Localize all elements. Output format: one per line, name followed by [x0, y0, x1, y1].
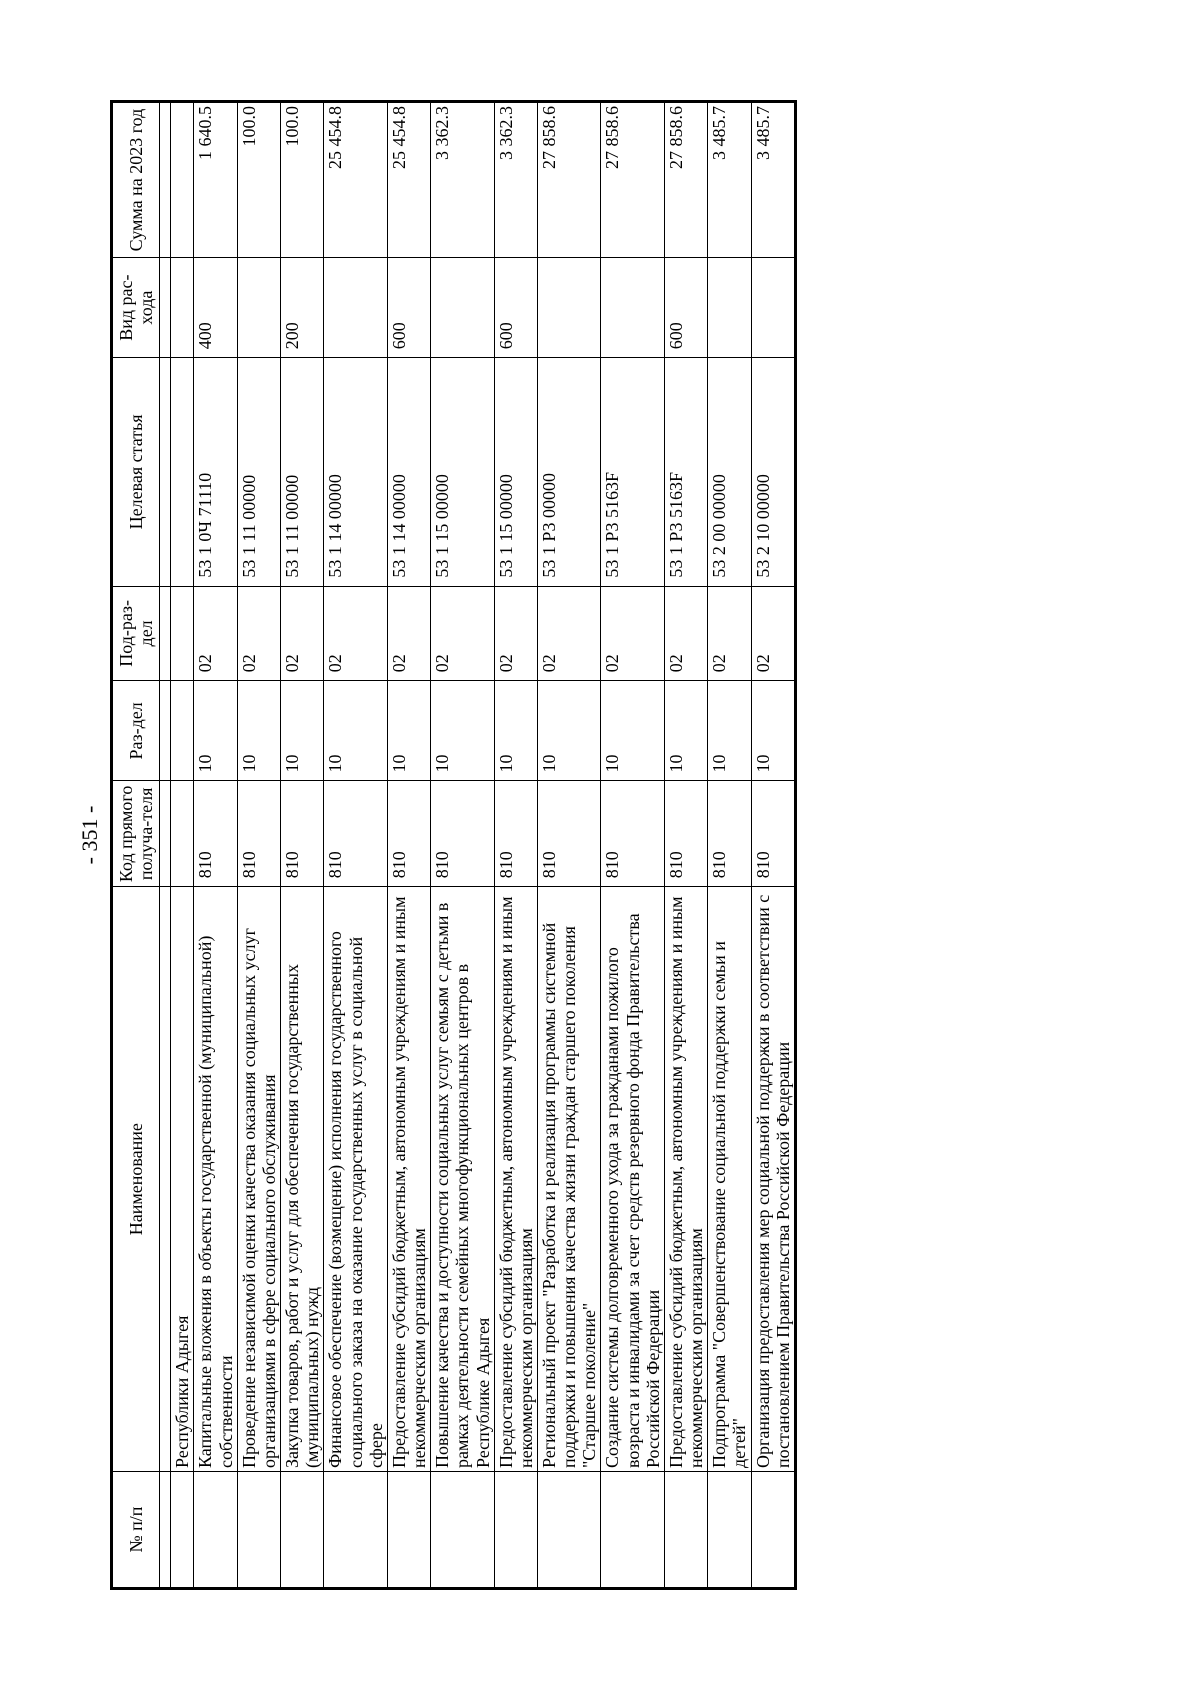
cell-num: [751, 1472, 795, 1589]
cell-num: [171, 1472, 194, 1589]
cell-num: [537, 1472, 600, 1589]
cell-num: [708, 1472, 751, 1589]
cell-sum: 3 362.3: [494, 102, 537, 258]
cell-name: Проведение независимой оценки качества оказания социальных услуг организациями в сфере социального обслуживания: [237, 887, 280, 1472]
cell-sum: 25 454.8: [324, 102, 387, 258]
cell-expense-type: [751, 258, 795, 358]
page-number: - 351 -: [77, 805, 102, 865]
cell-expense-type: [171, 258, 194, 358]
cell-num: [664, 1472, 707, 1589]
cell-sum: 3 362.3: [431, 102, 494, 258]
cell-target: 53 1 P3 5163F: [664, 358, 707, 586]
cell-code: 810: [537, 781, 600, 887]
cell-section: 10: [537, 681, 600, 781]
cell-sum: 25 454.8: [387, 102, 430, 258]
cell-sum: 3 485.7: [751, 102, 795, 258]
header-expense-type: Вид рас-хода: [112, 258, 160, 358]
table-header-row: [112, 102, 160, 1589]
cell-num: [160, 1472, 171, 1589]
cell-subsection: 02: [387, 586, 430, 681]
cell-section: 10: [387, 681, 430, 781]
cell-expense-type: 600: [387, 258, 430, 358]
header-sum: Сумма на 2023 год: [112, 102, 160, 258]
cell-section: 10: [324, 681, 387, 781]
cell-target: [171, 358, 194, 586]
table-row: [171, 102, 194, 1589]
cell-sum: 100.0: [237, 102, 280, 258]
header-code: Код прямого получа-теля: [112, 781, 160, 887]
cell-name: Республики Адыгея: [171, 887, 194, 1472]
cell-target: 53 2 00 00000: [708, 358, 751, 586]
cell-section: 10: [708, 681, 751, 781]
cell-subsection: [171, 586, 194, 681]
cell-target: 53 1 15 00000: [494, 358, 537, 586]
cell-num: [601, 1472, 664, 1589]
header-section: Раз-дел: [112, 681, 160, 781]
cell-sum: 27 858.6: [664, 102, 707, 258]
cell-code: 810: [237, 781, 280, 887]
table-row: [751, 102, 795, 1589]
cell-section: 10: [601, 681, 664, 781]
cell-subsection: 02: [601, 586, 664, 681]
cell-expense-type: 600: [664, 258, 707, 358]
cell-subsection: 02: [494, 586, 537, 681]
cell-name: Предоставление субсидий бюджетным, автономным учреждениям и иным некоммерческим организациям: [664, 887, 707, 1472]
cell-name: [160, 887, 171, 1472]
cell-subsection: [160, 586, 171, 681]
cell-code: 810: [664, 781, 707, 887]
cell-target: 53 1 0Ч 71110: [194, 358, 237, 586]
cell-expense-type: [324, 258, 387, 358]
cell-section: 10: [194, 681, 237, 781]
cell-section: 10: [281, 681, 324, 781]
cell-expense-type: [537, 258, 600, 358]
table-row: [431, 102, 494, 1589]
cell-target: 53 1 14 00000: [387, 358, 430, 586]
cell-expense-type: [708, 258, 751, 358]
cell-expense-type: [237, 258, 280, 358]
header-target: Целевая статья: [112, 358, 160, 586]
cell-subsection: 02: [324, 586, 387, 681]
cell-subsection: 02: [281, 586, 324, 681]
cell-code: 810: [387, 781, 430, 887]
cell-num: [494, 1472, 537, 1589]
cell-subsection: 02: [431, 586, 494, 681]
cell-target: 53 1 P3 5163F: [601, 358, 664, 586]
cell-subsection: 02: [237, 586, 280, 681]
cell-sum: [171, 102, 194, 258]
cell-code: 810: [324, 781, 387, 887]
cell-name: Предоставление субсидий бюджетным, автономным учреждениям и иным некоммерческим организациям: [387, 887, 430, 1472]
cell-section: [171, 681, 194, 781]
cell-name: Капитальные вложения в объекты государственной (муниципальной) собственности: [194, 887, 237, 1472]
table-row: [601, 102, 664, 1589]
cell-num: [431, 1472, 494, 1589]
cell-target: 53 1 14 00000: [324, 358, 387, 586]
cell-sum: [160, 102, 171, 258]
cell-num: [237, 1472, 280, 1589]
cell-code: [171, 781, 194, 887]
cell-code: 810: [751, 781, 795, 887]
cell-name: Региональный проект "Разработка и реализация программы системной поддержки и повышения качества жизни граждан старшего поколения "Старшее поколение": [537, 887, 600, 1472]
cell-code: 810: [601, 781, 664, 887]
cell-expense-type: [160, 258, 171, 358]
cell-code: 810: [281, 781, 324, 887]
cell-section: 10: [237, 681, 280, 781]
cell-section: 10: [494, 681, 537, 781]
cell-code: 810: [708, 781, 751, 887]
cell-section: 10: [751, 681, 795, 781]
cell-code: 810: [431, 781, 494, 887]
cell-subsection: 02: [664, 586, 707, 681]
table-row: [160, 102, 171, 1589]
cell-subsection: 02: [708, 586, 751, 681]
budget-table: [110, 100, 797, 1590]
cell-code: 810: [194, 781, 237, 887]
header-num: № п/п: [112, 1472, 160, 1589]
cell-section: 10: [664, 681, 707, 781]
cell-section: [160, 681, 171, 781]
cell-expense-type: 600: [494, 258, 537, 358]
table-row: [387, 102, 430, 1589]
cell-expense-type: 200: [281, 258, 324, 358]
cell-sum: 100.0: [281, 102, 324, 258]
cell-expense-type: 400: [194, 258, 237, 358]
cell-expense-type: [601, 258, 664, 358]
table-row: [494, 102, 537, 1589]
cell-code: [160, 781, 171, 887]
table-row: [708, 102, 751, 1589]
cell-target: 53 1 15 00000: [431, 358, 494, 586]
cell-name: Закупка товаров, работ и услуг для обеспечения государственных (муниципальных) нужд: [281, 887, 324, 1472]
cell-name: Создание системы долговременного ухода за гражданами пожилого возраста и инвалидами за счет средств резервного фонда Правительства Российской Федерации: [601, 887, 664, 1472]
cell-num: [387, 1472, 430, 1589]
cell-name: Подпрограмма "Совершенствование социальной поддержки семьи и детей": [708, 887, 751, 1472]
cell-target: [160, 358, 171, 586]
cell-name: Повышение качества и доступности социальных услуг семьям с детьми в рамках деятельности семейных многофункциональных центров в Республике Адыгея: [431, 887, 494, 1472]
cell-subsection: 02: [537, 586, 600, 681]
table-row: [194, 102, 237, 1589]
cell-expense-type: [431, 258, 494, 358]
cell-sum: 3 485.7: [708, 102, 751, 258]
cell-num: [194, 1472, 237, 1589]
table-row: [281, 102, 324, 1589]
header-name: Наименование: [112, 887, 160, 1472]
cell-target: 53 1 11 00000: [281, 358, 324, 586]
cell-subsection: 02: [751, 586, 795, 681]
cell-target: 53 2 10 00000: [751, 358, 795, 586]
cell-sum: 1 640.5: [194, 102, 237, 258]
cell-name: Предоставление субсидий бюджетным, автономным учреждениям и иным некоммерческим организациям: [494, 887, 537, 1472]
budget-table-container: [110, 100, 1070, 1590]
table-row: [237, 102, 280, 1589]
cell-name: Финансовое обеспечение (возмещение) исполнения государственного социального заказа на оказание государственных услуг в социальной сфере: [324, 887, 387, 1472]
cell-num: [324, 1472, 387, 1589]
cell-section: 10: [431, 681, 494, 781]
cell-code: 810: [494, 781, 537, 887]
table-row: [537, 102, 600, 1589]
cell-subsection: 02: [194, 586, 237, 681]
cell-sum: 27 858.6: [601, 102, 664, 258]
cell-name: Организация предоставления мер социальной поддержки в соответствии с постановлением Правительства Российской Федерации: [751, 887, 795, 1472]
table-row: [324, 102, 387, 1589]
cell-target: 53 1 11 00000: [237, 358, 280, 586]
table-row: [664, 102, 707, 1589]
header-subsection: Под-раз-дел: [112, 586, 160, 681]
cell-num: [281, 1472, 324, 1589]
cell-sum: 27 858.6: [537, 102, 600, 258]
cell-target: 53 1 P3 00000: [537, 358, 600, 586]
